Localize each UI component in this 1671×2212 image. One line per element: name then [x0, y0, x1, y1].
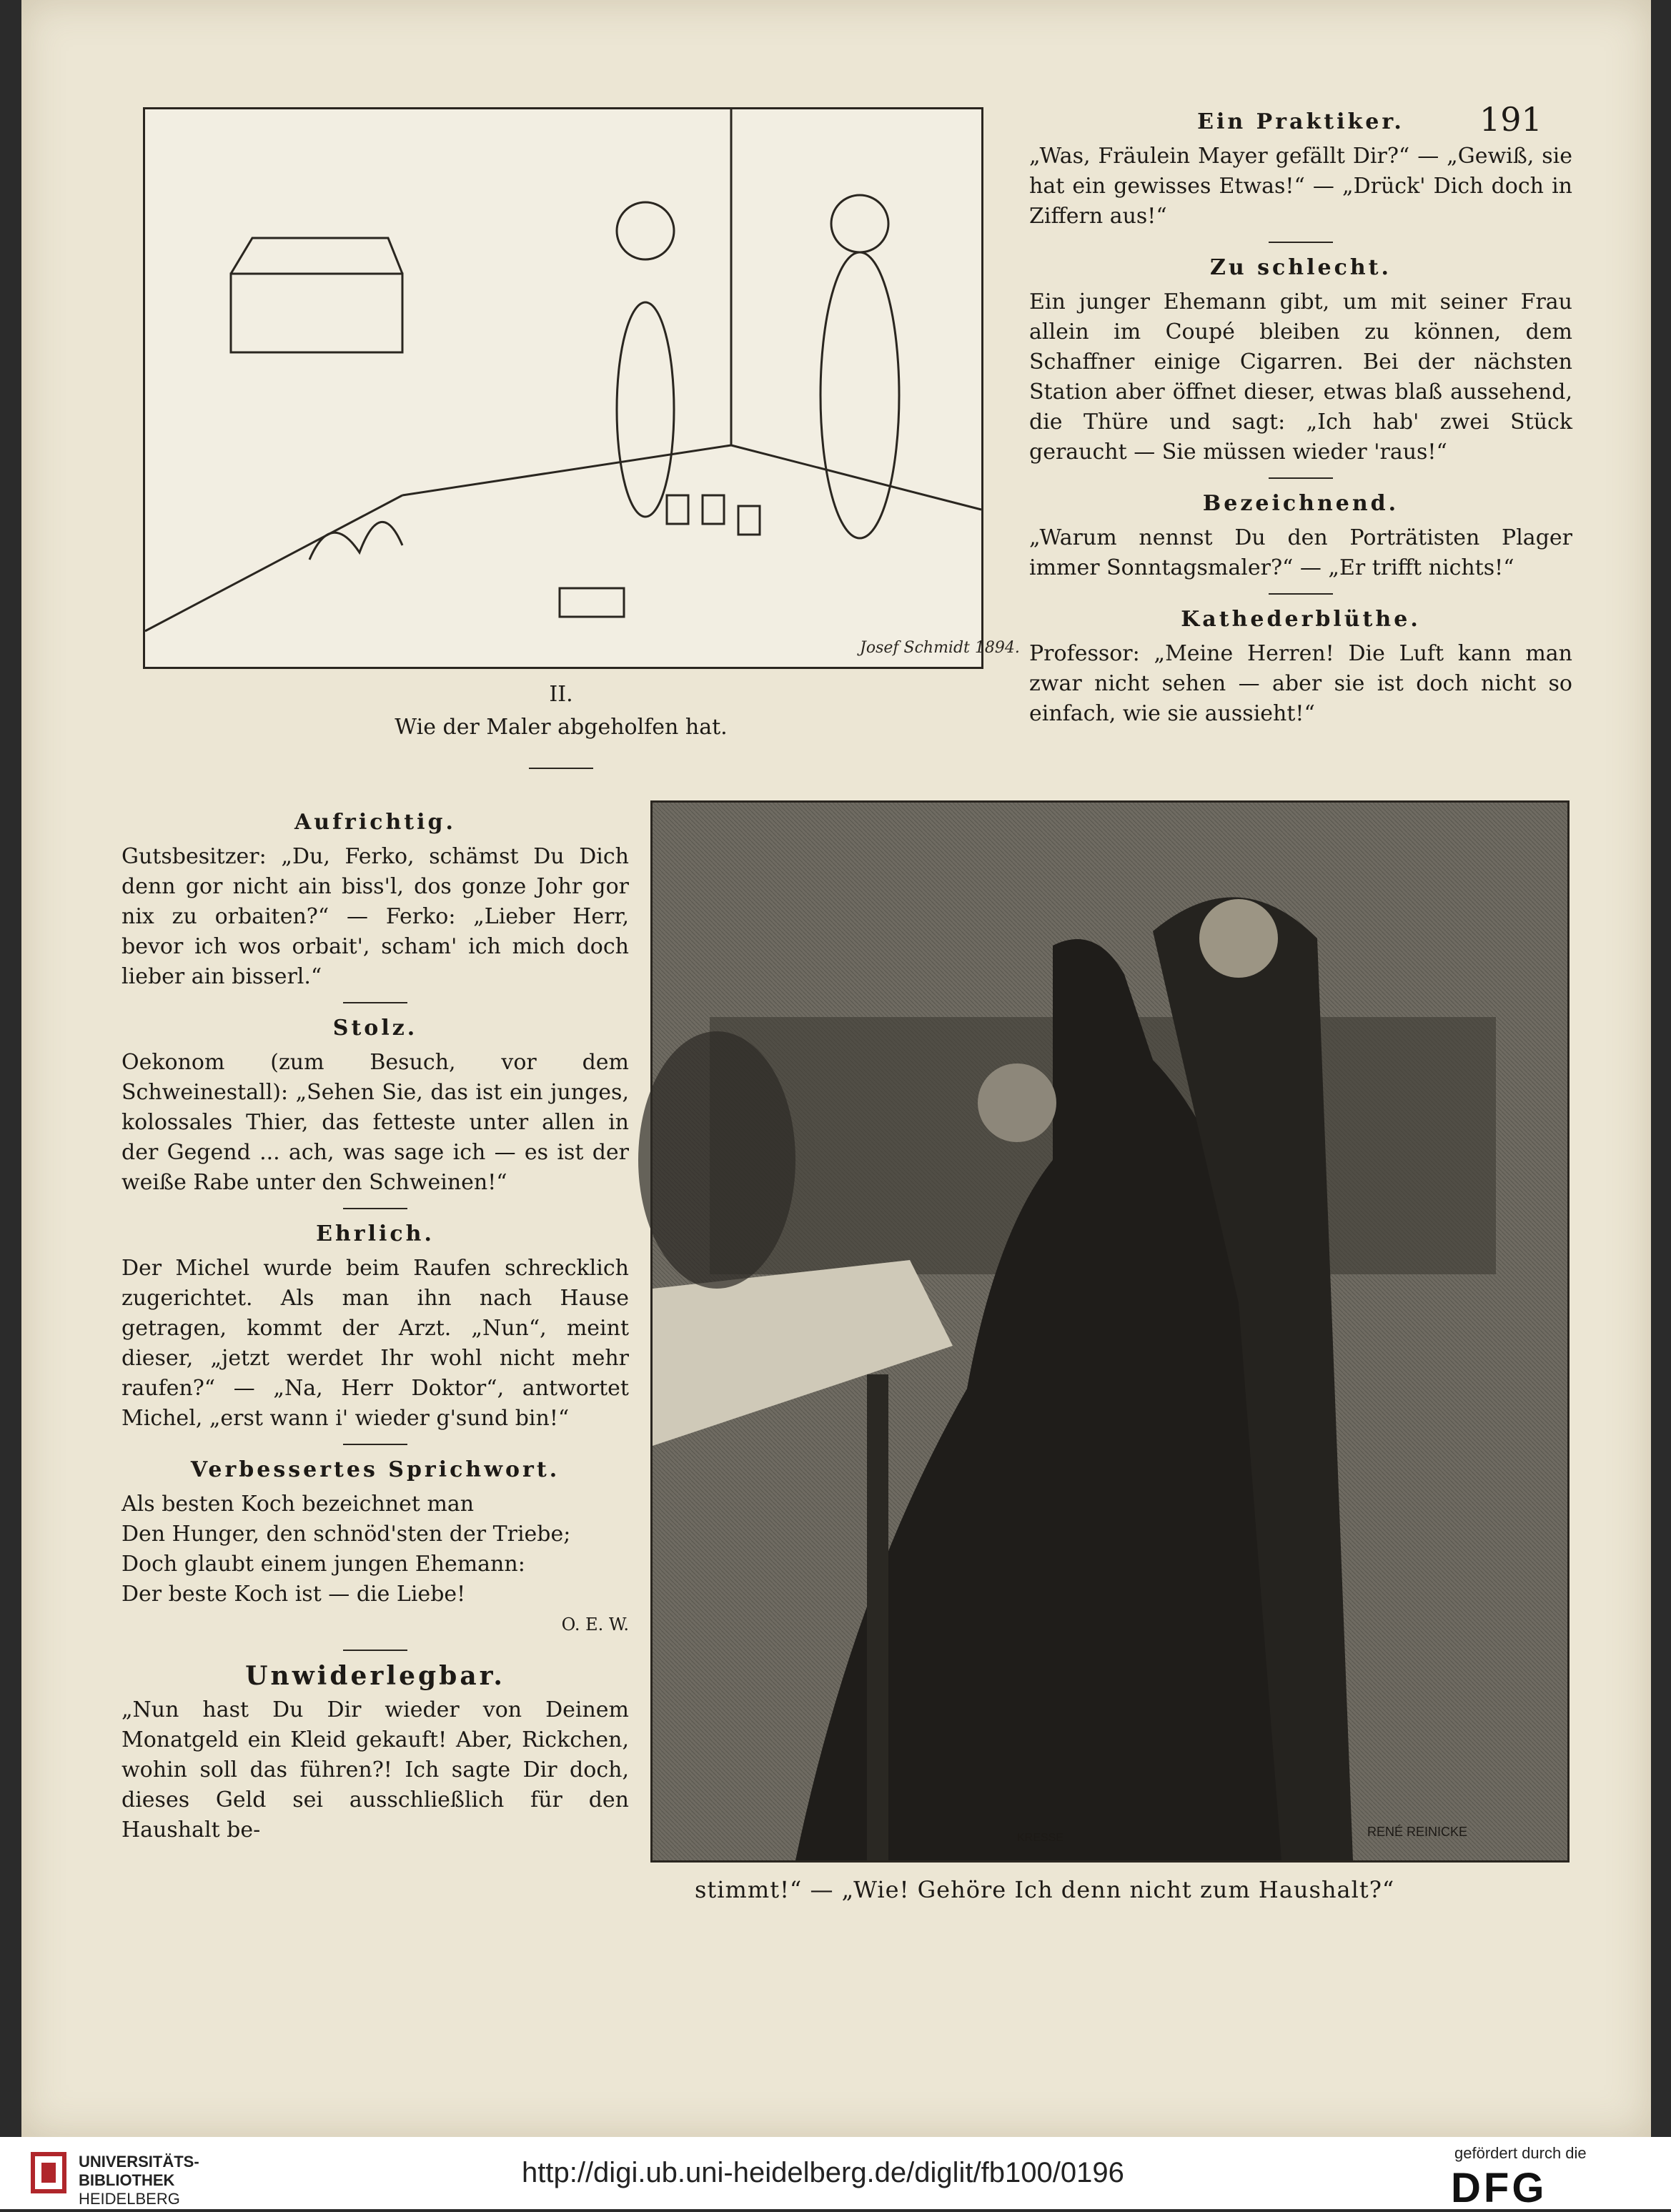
article-title: Ein Praktiker.	[1197, 109, 1404, 134]
article-body: „Nun hast Du Dir wieder von Deinem Monatgeld ein Kleid gekauft! Aber, Rickchen, wohin soll das führen?! Ich sagte Dir doch, dieses Geld sei ausschließlich für den Haushalt be-	[122, 1697, 629, 1842]
cartoon-numeral: II.	[549, 682, 573, 707]
article-aufrichtig	[122, 808, 629, 992]
dfg-logo: DFG	[1451, 2165, 1547, 2211]
article-unwiderlegbar	[122, 1661, 629, 1845]
article-body: Gutsbesitzer: „Du, Ferko, schämst Du Dich denn gor nicht ain biss'l, dos gonze Johr gor nix zu orbaiten?“ — Ferko: „Lieber Herr, bevor ich wos orbait', scham' ich mich doch lieber ain bisserl.“	[122, 844, 629, 989]
divider	[343, 1650, 407, 1651]
library-name-line: HEIDELBERG	[79, 2190, 180, 2208]
artist-signature: RENÉ REINICKE	[1367, 1825, 1468, 1839]
cartoon-signature: Josef Schmidt 1894.	[860, 639, 1020, 657]
divider	[343, 1208, 407, 1209]
divider	[1269, 242, 1333, 243]
article-body: Oekonom (zum Besuch, vor dem Schweinestall): „Sehen Sie, das ist ein junges, kolossales Thier, das fetteste unter allen in der Gegend ... ach, was sage ich — es ist der weiße Rabe unter den Schweinen!“	[122, 1050, 629, 1195]
article-body: Professor: „Meine Herren! Die Luft kann man zwar nicht sehen — aber sie ist doch nicht so einfach, wie sie aussieht!“	[1029, 641, 1572, 726]
divider	[1269, 593, 1333, 595]
cartoon-caption: Wie der Maler abgeholfen hat.	[395, 715, 728, 740]
library-name-line: UNIVERSITÄTS-	[79, 2153, 199, 2171]
poem-line: Doch glaubt einem jungen Ehemann:	[122, 1552, 525, 1577]
article-title: Kathederblüthe.	[1181, 607, 1421, 632]
article-body: „Was, Fräulein Mayer gefällt Dir?“ — „Gewiß, sie hat ein gewisses Etwas!“ — „Drück' Dich doch in Ziffern aus!“	[1029, 144, 1572, 229]
newspaper-page	[21, 0, 1651, 2137]
left-column	[122, 808, 629, 1845]
article-zu-schlecht	[1029, 253, 1572, 467]
page-number: 191	[1479, 100, 1542, 139]
cartoon-illustration	[143, 107, 1020, 669]
poem-line: Den Hunger, den schnöd'sten der Triebe;	[122, 1522, 571, 1547]
funding-label: gefördert durch die	[1454, 2144, 1587, 2162]
poem-line: Der beste Koch ist — die Liebe!	[122, 1582, 466, 1607]
footer-bar	[0, 2137, 1671, 2209]
engraving-caption: stimmt!“ — „Wie! Gehöre Ich denn nicht zum Haushalt?“	[695, 1876, 1395, 1903]
article-body: „Warum nennst Du den Porträtisten Plager immer Sonntagsmaler?“ — „Er trifft nichts!“	[1029, 525, 1572, 580]
article-kathederbluethe	[1029, 605, 1572, 729]
article-title: Stolz.	[332, 1016, 418, 1041]
article-title: Bezeichnend.	[1202, 491, 1399, 516]
library-logo-icon	[29, 2150, 69, 2196]
article-title: Unwiderlegbar.	[245, 1661, 505, 1691]
article-body: Ein junger Ehemann gibt, um mit seiner Frau allein im Coupé bleiben zu können, dem Schaffner einige Cigarren. Bei der nächsten Station aber öffnet dieser, etwas blaß aussehend, die Thüre und sagt: „Ich hab' zwei Stück geraucht — Sie müssen wieder 'raus!“	[1029, 289, 1572, 465]
permalink-url[interactable]: http://digi.ub.uni-heidelberg.de/diglit/fb100/0196	[522, 2157, 1124, 2188]
article-title: Verbessertes Sprichwort.	[190, 1457, 560, 1482]
library-name-line: BIBLIOTHEK	[79, 2171, 175, 2189]
article-title: Zu schlecht.	[1210, 255, 1392, 280]
poem-signature: O. E. W.	[561, 1615, 629, 1635]
engraving-illustration	[650, 800, 1570, 1863]
divider	[343, 1002, 407, 1003]
article-title: Aufrichtig.	[294, 810, 456, 835]
library-name	[79, 2153, 199, 2208]
article-body: Der Michel wurde beim Raufen schrecklich zugerichtet. Als man ihn nach Hause getragen, kommt der Arzt. „Nun“, meint dieser, „jetzt werdet Ihr wohl nicht mehr raufen?“ — „Na, Herr Doktor“, antwortet Michel, „erst wann i' wieder g'sund bin!“	[122, 1256, 629, 1431]
engraving-drawing	[653, 803, 1567, 1860]
right-column	[1029, 107, 1572, 729]
poem-line: Als besten Koch bezeichnet man	[122, 1492, 475, 1517]
article-ehrlich	[122, 1219, 629, 1434]
divider	[343, 1444, 407, 1445]
divider	[529, 768, 593, 769]
article-title: Ehrlich.	[316, 1221, 435, 1246]
article-bezeichnend	[1029, 489, 1572, 583]
article-stolz	[122, 1013, 629, 1198]
cartoon-drawing	[145, 109, 1020, 667]
article-ein-praktiker	[1029, 107, 1572, 232]
article-verbessertes-sprichwort	[122, 1455, 629, 1640]
engraver-signature: KRESSE	[1017, 1832, 1063, 1844]
divider	[1269, 477, 1333, 479]
